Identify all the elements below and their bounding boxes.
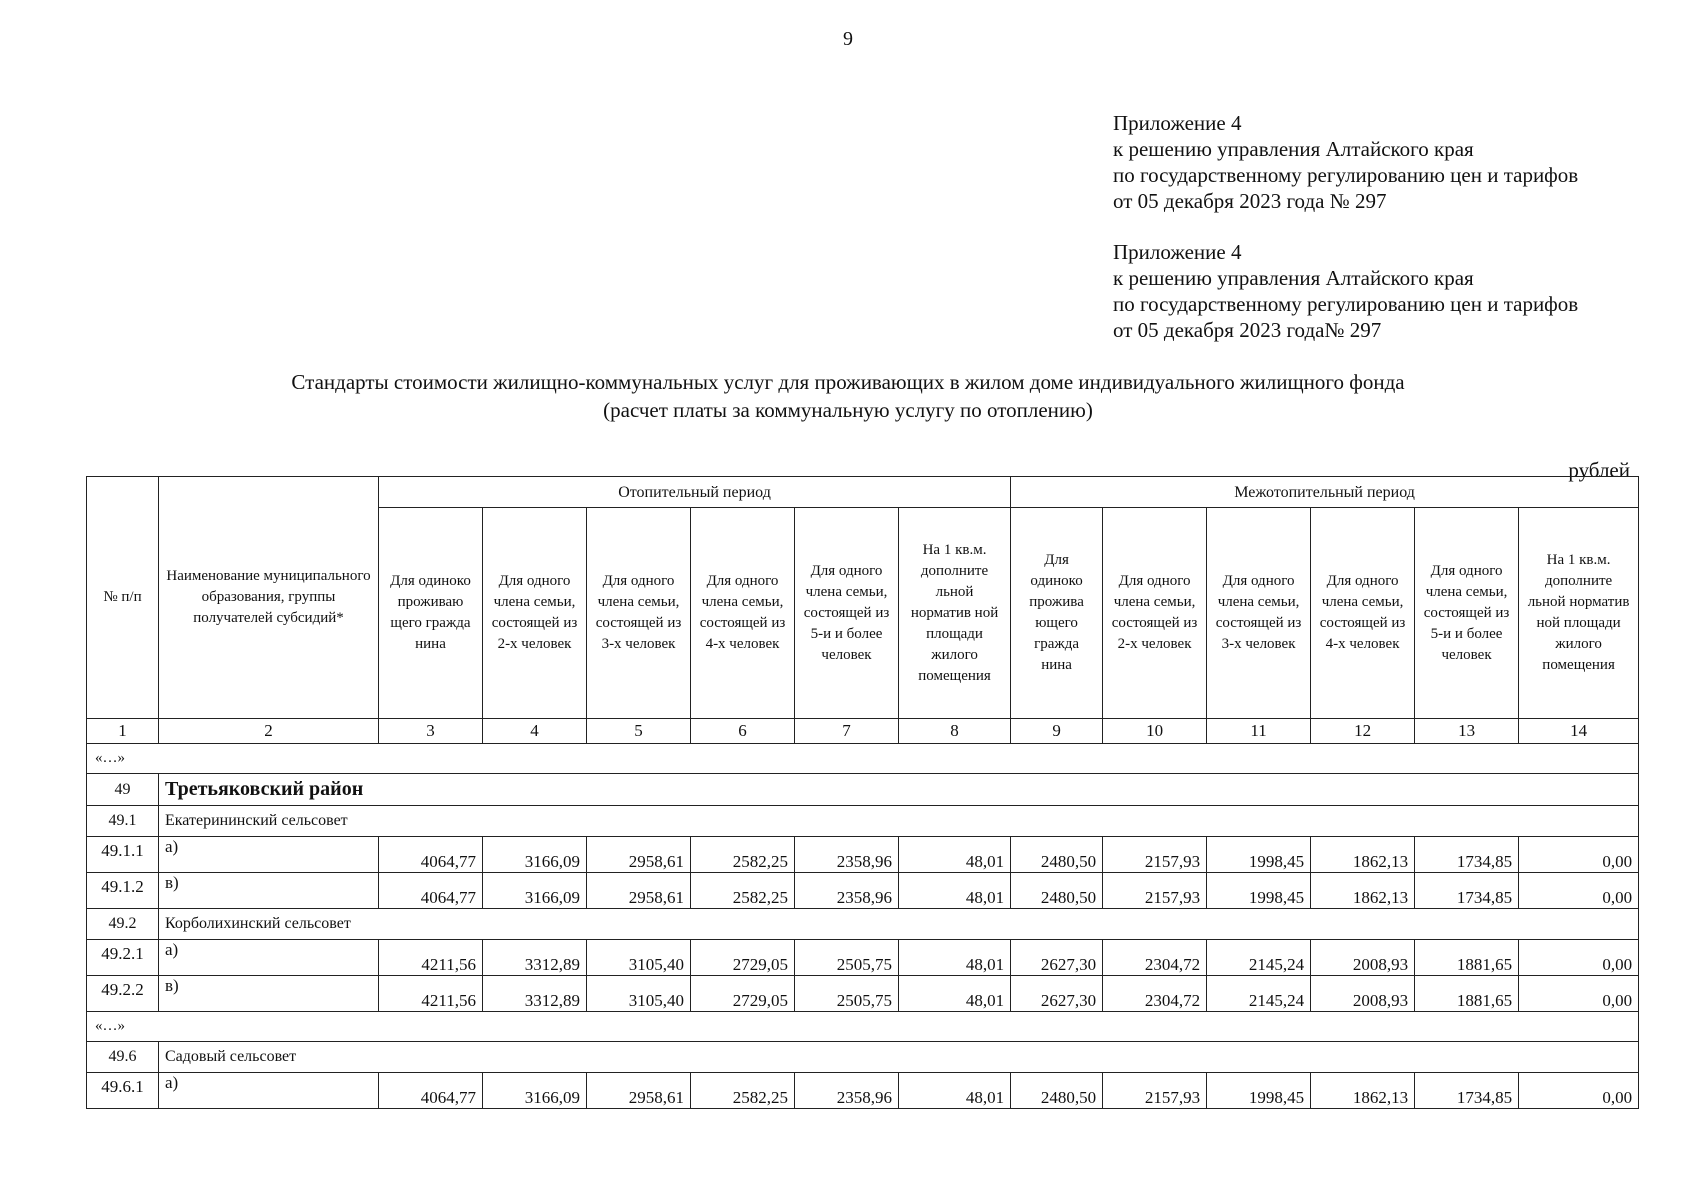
settlement-name: Корболихинский сельсовет <box>159 909 1639 940</box>
tariff-value: 2958,61 <box>587 837 691 873</box>
omission-marker: «…» <box>87 744 1639 774</box>
settlement-row <box>87 1042 1639 1073</box>
table-row <box>87 1073 1639 1109</box>
tariff-value: 1862,13 <box>1311 837 1415 873</box>
subheader-cell: Для одного члена семьи, состоящей из 5-и и более человек <box>1415 508 1519 719</box>
tariff-value: 0,00 <box>1519 940 1639 976</box>
subheader-cell: Для одного члена семьи, состоящей из 2-х человек <box>1103 508 1207 719</box>
tariff-value: 1862,13 <box>1311 873 1415 909</box>
column-number: 12 <box>1311 719 1415 744</box>
tariff-value: 3312,89 <box>483 976 587 1012</box>
header-municipality: Наименование муниципального образования, группы получателей субсидий* <box>159 477 379 719</box>
column-number: 1 <box>87 719 159 744</box>
annex-line: к решению управления Алтайского края <box>1113 137 1474 161</box>
omission-row <box>87 1012 1639 1042</box>
header-nonheating-period: Межотопительный период <box>1011 477 1639 508</box>
tariff-value: 48,01 <box>899 976 1011 1012</box>
tariff-value: 2304,72 <box>1103 940 1207 976</box>
annex-line: от 05 декабря 2023 года № 297 <box>1113 189 1387 213</box>
column-number: 2 <box>159 719 379 744</box>
subheader-cell: Для одного члена семьи, состоящей из 2-х человек <box>483 508 587 719</box>
settlement-row <box>87 909 1639 940</box>
tariff-value: 1734,85 <box>1415 1073 1519 1109</box>
annex-line: по государственному регулированию цен и тарифов <box>1113 292 1579 316</box>
title-line-2: (расчет платы за коммунальную услугу по отоплению) <box>603 398 1093 422</box>
tariff-value: 1881,65 <box>1415 976 1519 1012</box>
tariff-value: 2958,61 <box>587 873 691 909</box>
tariff-value: 3105,40 <box>587 976 691 1012</box>
tariff-value: 3166,09 <box>483 873 587 909</box>
tariff-value: 4064,77 <box>379 1073 483 1109</box>
tariff-value: 2582,25 <box>691 837 795 873</box>
tariff-value: 0,00 <box>1519 873 1639 909</box>
annex-line: Приложение 4 <box>1113 111 1242 135</box>
column-number: 5 <box>587 719 691 744</box>
tariff-value: 0,00 <box>1519 1073 1639 1109</box>
subheader-cell: Для одного члена семьи, состоящей из 3-х человек <box>1207 508 1311 719</box>
tariff-value: 0,00 <box>1519 837 1639 873</box>
subheader-cell: Для одного члена семьи, состоящей из 4-х человек <box>1311 508 1415 719</box>
tariff-value: 2145,24 <box>1207 976 1311 1012</box>
column-number: 4 <box>483 719 587 744</box>
subheader-cell: На 1 кв.м. дополните льной норматив ной площади жилого помещения <box>899 508 1011 719</box>
tariff-value: 2582,25 <box>691 1073 795 1109</box>
table-row <box>87 976 1639 1012</box>
subheader-cell: Для одного члена семьи, состоящей из 3-х человек <box>587 508 691 719</box>
tariff-value: 4211,56 <box>379 976 483 1012</box>
row-number: 49.6 <box>87 1042 159 1073</box>
tariff-value: 1881,65 <box>1415 940 1519 976</box>
column-number: 8 <box>899 719 1011 744</box>
recipient-group: в) <box>159 873 379 909</box>
column-number: 14 <box>1519 719 1639 744</box>
tariff-value: 2358,96 <box>795 1073 899 1109</box>
column-number: 9 <box>1011 719 1103 744</box>
tariff-value: 1998,45 <box>1207 873 1311 909</box>
row-number: 49.1 <box>87 806 159 837</box>
annex-line: Приложение 4 <box>1113 240 1242 264</box>
tariff-value: 2358,96 <box>795 837 899 873</box>
subheader-cell: Для одного члена семьи, состоящей из 4-х человек <box>691 508 795 719</box>
tariff-value: 0,00 <box>1519 976 1639 1012</box>
tariff-value: 4064,77 <box>379 873 483 909</box>
tariff-value: 2480,50 <box>1011 837 1103 873</box>
tariff-value: 48,01 <box>899 873 1011 909</box>
recipient-group: а) <box>159 1073 379 1109</box>
header-heating-period: Отопительный период <box>379 477 1011 508</box>
column-number: 6 <box>691 719 795 744</box>
row-number: 49.1.2 <box>87 873 159 909</box>
annex-block-2 <box>1113 239 1673 343</box>
recipient-group: в) <box>159 976 379 1012</box>
units-label: рублей <box>1568 458 1630 482</box>
tariff-value: 2582,25 <box>691 873 795 909</box>
omission-row <box>87 744 1639 774</box>
tariff-value: 2304,72 <box>1103 976 1207 1012</box>
tariff-value: 48,01 <box>899 940 1011 976</box>
tariff-value: 2729,05 <box>691 976 795 1012</box>
tariff-value: 2145,24 <box>1207 940 1311 976</box>
tariff-value: 2627,30 <box>1011 940 1103 976</box>
tariff-value: 2008,93 <box>1311 976 1415 1012</box>
table-row <box>87 873 1639 909</box>
row-number: 49.6.1 <box>87 1073 159 1109</box>
subheader-cell: Для одиноко проживаю щего гражда нина <box>379 508 483 719</box>
row-number: 49.2.2 <box>87 976 159 1012</box>
tariff-value: 4064,77 <box>379 837 483 873</box>
annex-block-1 <box>1113 110 1673 214</box>
tariff-value: 1734,85 <box>1415 873 1519 909</box>
district-row <box>87 774 1639 806</box>
column-number: 11 <box>1207 719 1311 744</box>
tariff-value: 1734,85 <box>1415 837 1519 873</box>
recipient-group: а) <box>159 837 379 873</box>
tariff-value: 3166,09 <box>483 837 587 873</box>
tariff-value: 2627,30 <box>1011 976 1103 1012</box>
annex-line: от 05 декабря 2023 года№ 297 <box>1113 318 1382 342</box>
settlement-name: Екатерининский сельсовет <box>159 806 1639 837</box>
document-title <box>0 368 1696 424</box>
table-row <box>87 940 1639 976</box>
tariff-value: 2358,96 <box>795 873 899 909</box>
annex-line: по государственному регулированию цен и тарифов <box>1113 163 1579 187</box>
tariff-value: 1998,45 <box>1207 837 1311 873</box>
tariff-value: 1998,45 <box>1207 1073 1311 1109</box>
tariff-value: 2958,61 <box>587 1073 691 1109</box>
row-number: 49.2.1 <box>87 940 159 976</box>
omission-marker: «…» <box>87 1012 1639 1042</box>
column-number: 13 <box>1415 719 1519 744</box>
header-number: № п/п <box>87 477 159 719</box>
subheader-cell: Для одного члена семьи, состоящей из 5-и и более человек <box>795 508 899 719</box>
settlement-name: Садовый сельсовет <box>159 1042 1639 1073</box>
column-number: 10 <box>1103 719 1207 744</box>
column-number: 7 <box>795 719 899 744</box>
tariff-value: 3105,40 <box>587 940 691 976</box>
tariff-value: 4211,56 <box>379 940 483 976</box>
tariff-value: 48,01 <box>899 1073 1011 1109</box>
table-row <box>87 837 1639 873</box>
tariff-value: 2480,50 <box>1011 873 1103 909</box>
annex-line: к решению управления Алтайского края <box>1113 266 1474 290</box>
table-body <box>87 719 1639 1109</box>
page-number: 9 <box>843 28 853 50</box>
tariff-value: 48,01 <box>899 837 1011 873</box>
tariff-value: 2157,93 <box>1103 873 1207 909</box>
column-number: 3 <box>379 719 483 744</box>
tariff-table <box>86 476 1639 1109</box>
row-number: 49.2 <box>87 909 159 940</box>
tariff-value: 2505,75 <box>795 976 899 1012</box>
subheader-cell: Для одиноко прожива ющего гражда нина <box>1011 508 1103 719</box>
column-numbers-row <box>87 719 1639 744</box>
tariff-value: 2505,75 <box>795 940 899 976</box>
title-line-1: Стандарты стоимости жилищно-коммунальных услуг для проживающих в жилом доме индивидуального жилищного фонда <box>291 370 1405 394</box>
tariff-value: 2157,93 <box>1103 1073 1207 1109</box>
subheader-cell: На 1 кв.м. дополните льной норматив ной площади жилого помещения <box>1519 508 1639 719</box>
tariff-value: 1862,13 <box>1311 1073 1415 1109</box>
row-number: 49 <box>87 774 159 806</box>
tariff-value: 2008,93 <box>1311 940 1415 976</box>
tariff-value: 3312,89 <box>483 940 587 976</box>
settlement-row <box>87 806 1639 837</box>
tariff-value: 3166,09 <box>483 1073 587 1109</box>
district-name: Третьяковский район <box>159 774 1639 806</box>
recipient-group: а) <box>159 940 379 976</box>
row-number: 49.1.1 <box>87 837 159 873</box>
header-row-periods <box>87 477 1639 508</box>
tariff-value: 2480,50 <box>1011 1073 1103 1109</box>
tariff-value: 2157,93 <box>1103 837 1207 873</box>
tariff-value: 2729,05 <box>691 940 795 976</box>
